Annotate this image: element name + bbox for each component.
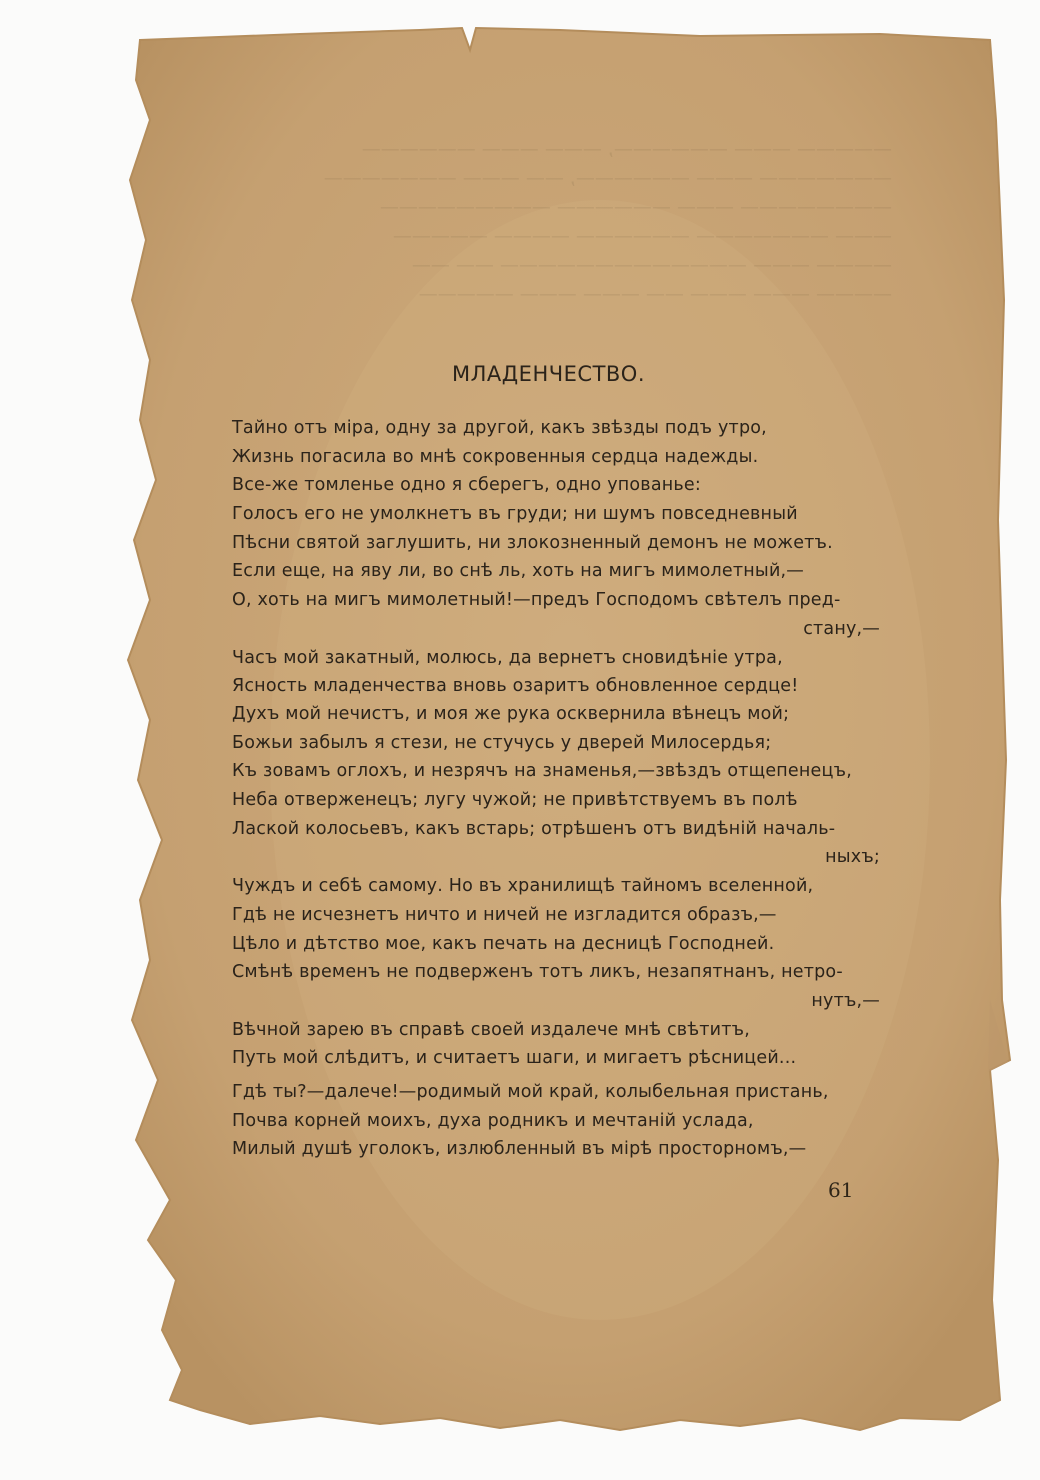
verse-line: Духъ мой нечистъ, и моя же рука осквернила вѣнецъ мой; [232, 704, 790, 724]
verse-line: Жизнь погасила во мнѣ сокровенныя сердца надежды. [232, 446, 759, 467]
verse-line: Къ зовамъ оглохъ, и незрячъ на знаменья,—звѣздъ отщепенецъ, [232, 761, 852, 782]
verse-line: Если еще, на яву ли, во снѣ ль, хоть на мигъ мимолетный,— [232, 561, 804, 582]
verse-line: Чуждъ и себѣ самому. Но въ хранилищѣ тайномъ вселенной, [232, 876, 814, 897]
bleed-line-2: ——————— ——— ——————, —— ——— ——————— [323, 167, 892, 189]
verse-line: Путь мой слѣдитъ, и считаетъ шаги, и мигаетъ рѣсницей... [232, 1048, 797, 1069]
verse-line: Гдѣ ты?—далече!—родимый мой край, колыбельная пристань, [232, 1082, 829, 1102]
verse-line: Часъ мой закатный, молюсь, да вернетъ сновидѣніе утра, [232, 647, 783, 668]
verse-line: Ясность младенчества вновь озаритъ обновленное сердце! [232, 676, 799, 697]
verse-line: Милый душѣ уголокъ, излюбленный въ мірѣ просторномъ,— [232, 1139, 807, 1160]
verse-line: Пѣсни святой заглушить, ни злокозненный демонъ не можетъ. [232, 532, 833, 553]
verse-line: Голосъ его не умолкнетъ въ груди; ни шумъ повседневный [232, 504, 798, 525]
verse-line: Тайно отъ міра, одну за другой, какъ звѣзды подъ утро, [232, 418, 767, 438]
bleed-line-3: ———————— ——— —————— ————————— [379, 196, 892, 218]
verse-line: Божьи забылъ я стези, не стучусь у дверей Милосердья; [232, 732, 772, 753]
poem-title: МЛАДЕНЧЕСТВО. [452, 362, 646, 386]
verse-line: Все-же томленье одно я сберегъ, одно упованье: [232, 475, 701, 496]
bleed-line-6: ———— ——— ——— —— ——— ——— ————— [418, 283, 892, 305]
bleed-line-5: ———— ——— ————————————— —— —— [411, 254, 892, 276]
page-number: 61 [828, 1178, 854, 1202]
stanza-1 [232, 414, 892, 701]
bleed-line-4: ——— ——————— —————— ———— ————— [392, 225, 892, 247]
verse-line: Лаской колосьевъ, какъ встарь; отрѣшенъ отъ видѣній началь- [232, 818, 836, 839]
verse-line: Смѣнѣ временъ не подверженъ тотъ ликъ, незапятнанъ, нетро- [232, 962, 843, 983]
verse-line: Вѣчной зарею въ справѣ своей издалече мнѣ свѣтитъ, [232, 1019, 750, 1040]
verse-line: Гдѣ не исчезнетъ ничто и ничей не изгладится образъ,— [232, 904, 777, 925]
stanza-2 [232, 700, 892, 1073]
bleed-line-1: ————— ——— ——————, ——— ——— —————— [361, 138, 892, 160]
verse-line: Цѣло и дѣтство мое, какъ печать на десницѣ Господней. [232, 933, 775, 954]
bleed-through-text [232, 135, 892, 309]
verse-line-continuation: ныхъ; [825, 847, 880, 868]
verse-line-continuation: стану,— [803, 618, 880, 639]
verse-line-continuation: нутъ,— [811, 990, 880, 1011]
verse-line: О, хоть на мигъ мимолетный!—предъ Господомъ свѣтелъ пред- [232, 590, 841, 611]
verse-line: Почва корней моихъ, духа родникъ и мечтаній услада, [232, 1110, 754, 1131]
stanza-3 [232, 1078, 892, 1164]
verse-line: Неба отверженецъ; лугу чужой; не привѣтствуемъ въ полѣ [232, 790, 798, 811]
